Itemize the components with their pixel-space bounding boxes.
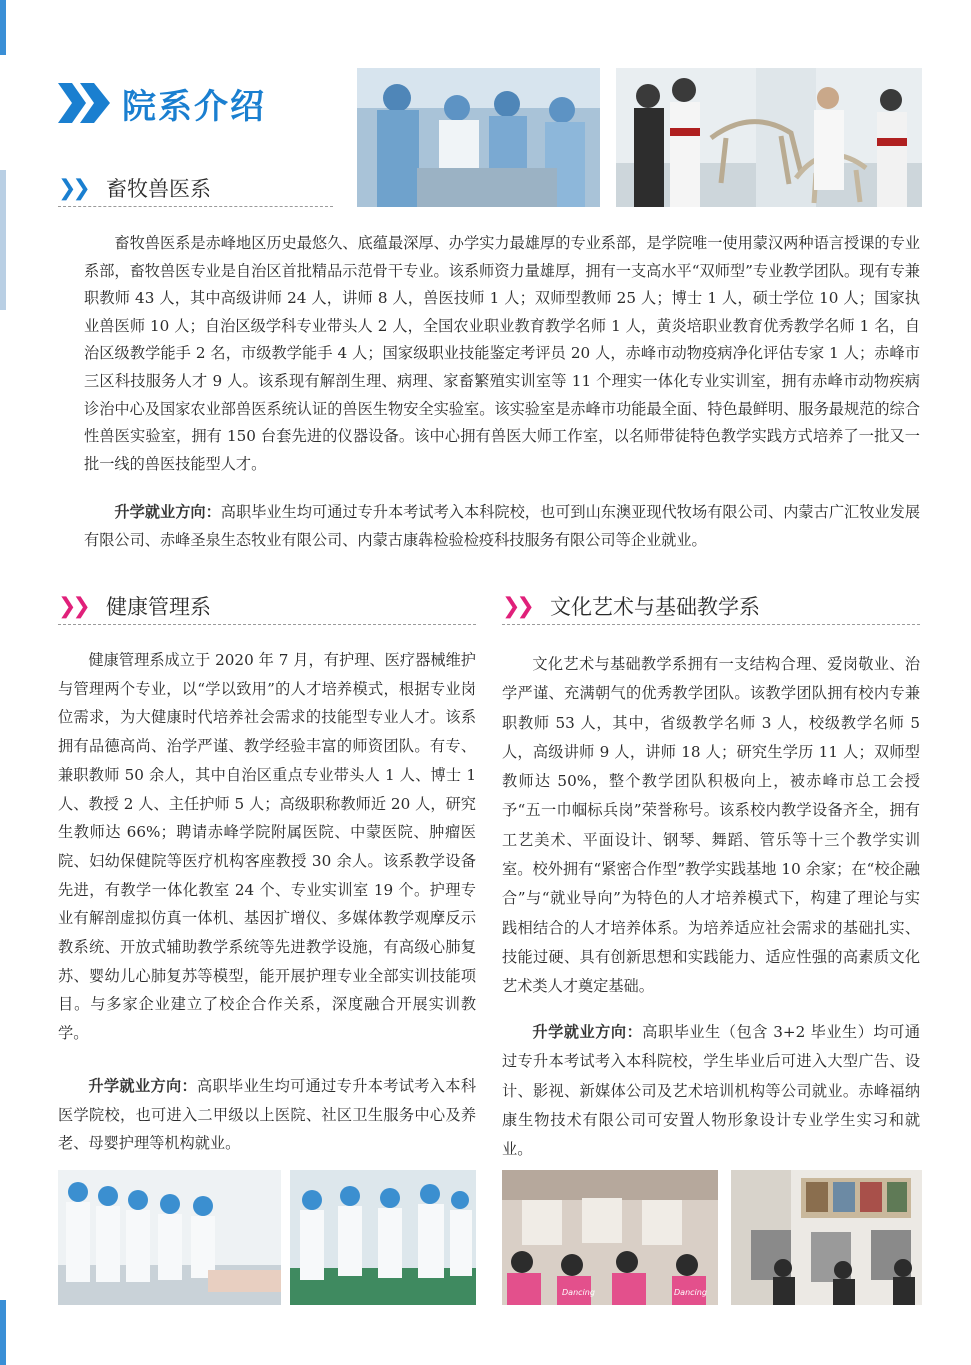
- chevron-icon: ❯❯: [502, 593, 531, 619]
- nursing-class-photo: [58, 1170, 281, 1305]
- edge-strip-bottom: [0, 1300, 6, 1365]
- career-label: 升学就业方向：: [114, 503, 221, 521]
- section-header-health: [58, 588, 476, 625]
- chevron-icon: ❯❯: [58, 593, 87, 619]
- health-career: [58, 1072, 476, 1158]
- career-label: 升学就业方向：: [532, 1023, 643, 1041]
- section-title: 健康管理系: [106, 595, 211, 619]
- page-title-text: 院系介绍: [122, 86, 266, 127]
- surgery-photo: [357, 68, 600, 207]
- studio-photo: [731, 1170, 922, 1305]
- double-chevron-icon: [58, 83, 112, 123]
- edge-strip-top: [0, 0, 6, 55]
- culture-career: [502, 1018, 920, 1164]
- animal-paragraph: 畜牧兽医系是赤峰地区历史最悠久、底蕴最深厚、办学实力最雄厚的专业系部，是学院唯一使用蒙汉两种语言授课的专业系部，畜牧兽医专业是自治区首批精品示范骨干专业。该系师资力量雄厚，拥有一支高水平“双师型”专业教学团队。现有专兼职教师 43 人，其中高级讲师 24 人，讲师 8 人，兽医技师 1 人；双师型教师 25 人；博士 1 人，硕士学位 10 人；国家执业兽医师 10 人；自治区级学科专业带头人 2 人，全国农业职业教育教学名师 1 人，黄炎培职业教育优秀教学名师 1 名，自治区级教学能手 2 名，市级教学能手 4 人；国家级职业技能鉴定考评员 20 人，赤峰市动物疫病净化评估专家 1 人；赤峰市三区科技服务人才 9 人。该系现有解剖生理、病理、家畜繁殖实训室等 11 个理实一体化专业实训室，拥有赤峰市动物疾病诊治中心及国家农业部兽医系统认证的兽医生物安全实验室。该实验室是赤峰市功能最全面、特色最鲜明、服务最规范的综合性兽医实验室，拥有 150 台套先进的仪器设备。该中心拥有兽医大师工作室，以名师带徒特色教学实践方式培养了一批又一批一线的兽医技能型人才。: [84, 234, 920, 473]
- section-header-culture: [502, 588, 920, 625]
- health-paragraph: 健康管理系成立于 2020 年 7 月，有护理、医疗器械维护与管理两个专业，以“学以致用”的人才培养模式，根据专业岗位需求，为大健康时代培养社会需求的技能型专业人才。该系拥有品德高尚、治学严谨、教学经验丰富的师资团队。有专、兼职教师 50 余人，其中自治区重点专业带头人 1 人、博士 1 人、教授 2 人、主任护师 5 人；高级职称教师近 20 人，研究生教师达 66%；聘请赤峰学院附属医院、中蒙医院、肿瘤医院、妇幼保健院等医疗机构客座教授 30 余人。该系教学设备先进，有教学一体化教室 24 个、专业实训室 19 个。护理专业有解剖虚拟仿真一体机、基因扩增仪、多媒体教学观摩反示教系统、开放式辅助教学系统等先进教学设施，有高级心肺复苏、婴幼儿心肺复苏等模型，能开展护理专业全部实训技能项目。与多家企业建立了校企合作关系，深度融合开展实训教学。: [58, 651, 476, 1043]
- chevron-icon: ❯❯: [58, 175, 87, 201]
- culture-paragraph: 文化艺术与基础教学系拥有一支结构合理、爱岗敬业、治学严谨、充满朝气的优秀教学团队。该教学团队拥有校内专兼职教师 53 人，其中，省级教学名师 3 人，校级教学名师 5 人，高级讲师 9 人，讲师 18 人；研究生学历 11 人；双师型教师达 50%，整个教学团队积极向上，被赤峰市总工会授予“五一巾帼标兵岗”荣誉称号。该系校内教学设备齐全，拥有工艺美术、平面设计、钢琴、舞蹈、管乐等十三个教学实训室。校外拥有“紧密合作型”教学实践基地 10 余家；在“校企融合”与“就业导向”为特色的人才培养模式下，构建了理论与实践相结合的人才培养体系。为培养适应社会需求的基础扎实、技能过硬、具有创新思想和实践能力、适应性强的高素质文化艺术类人才奠定基础。: [502, 655, 920, 996]
- animal-career: [84, 499, 920, 554]
- drawing-class-photo: [502, 1170, 718, 1305]
- shirt-text: Dancing: [562, 1288, 595, 1297]
- shirt-text: Dancing: [674, 1288, 707, 1297]
- section-title: 文化艺术与基础教学系: [550, 595, 760, 619]
- career-text: 高职毕业生均可通过专升本考试考入本科院校，也可到山东澳亚现代牧场有限公司、内蒙古广汇牧业发展有限公司、赤峰圣泉生态牧业有限公司、内蒙古康犇检验检疫科技服务有限公司等企业就业。: [84, 503, 921, 549]
- career-text: 高职毕业生均可通过专升本考试考入本科医学院校，也可进入二甲级以上医院、社区卫生服务中心及养老、母婴护理等机构就业。: [58, 1077, 477, 1153]
- section-header-animal: [58, 170, 333, 207]
- edge-strip-mid: [0, 170, 6, 310]
- nursing-demo-photo: [290, 1170, 476, 1305]
- career-text: 高职毕业生（包含 3+2 毕业生）均可通过专升本考试考入本科院校，学生毕业后可进入大型广告、设计、影视、新媒体公司及艺术培训机构等公司就业。赤峰福纳康生物技术有限公司可安置人物形象设计专业学生实习和就业。: [502, 1023, 921, 1159]
- skeleton-photo: [616, 68, 922, 207]
- section-title: 畜牧兽医系: [106, 177, 211, 201]
- career-label: 升学就业方向：: [88, 1077, 198, 1095]
- page-title: [58, 78, 266, 128]
